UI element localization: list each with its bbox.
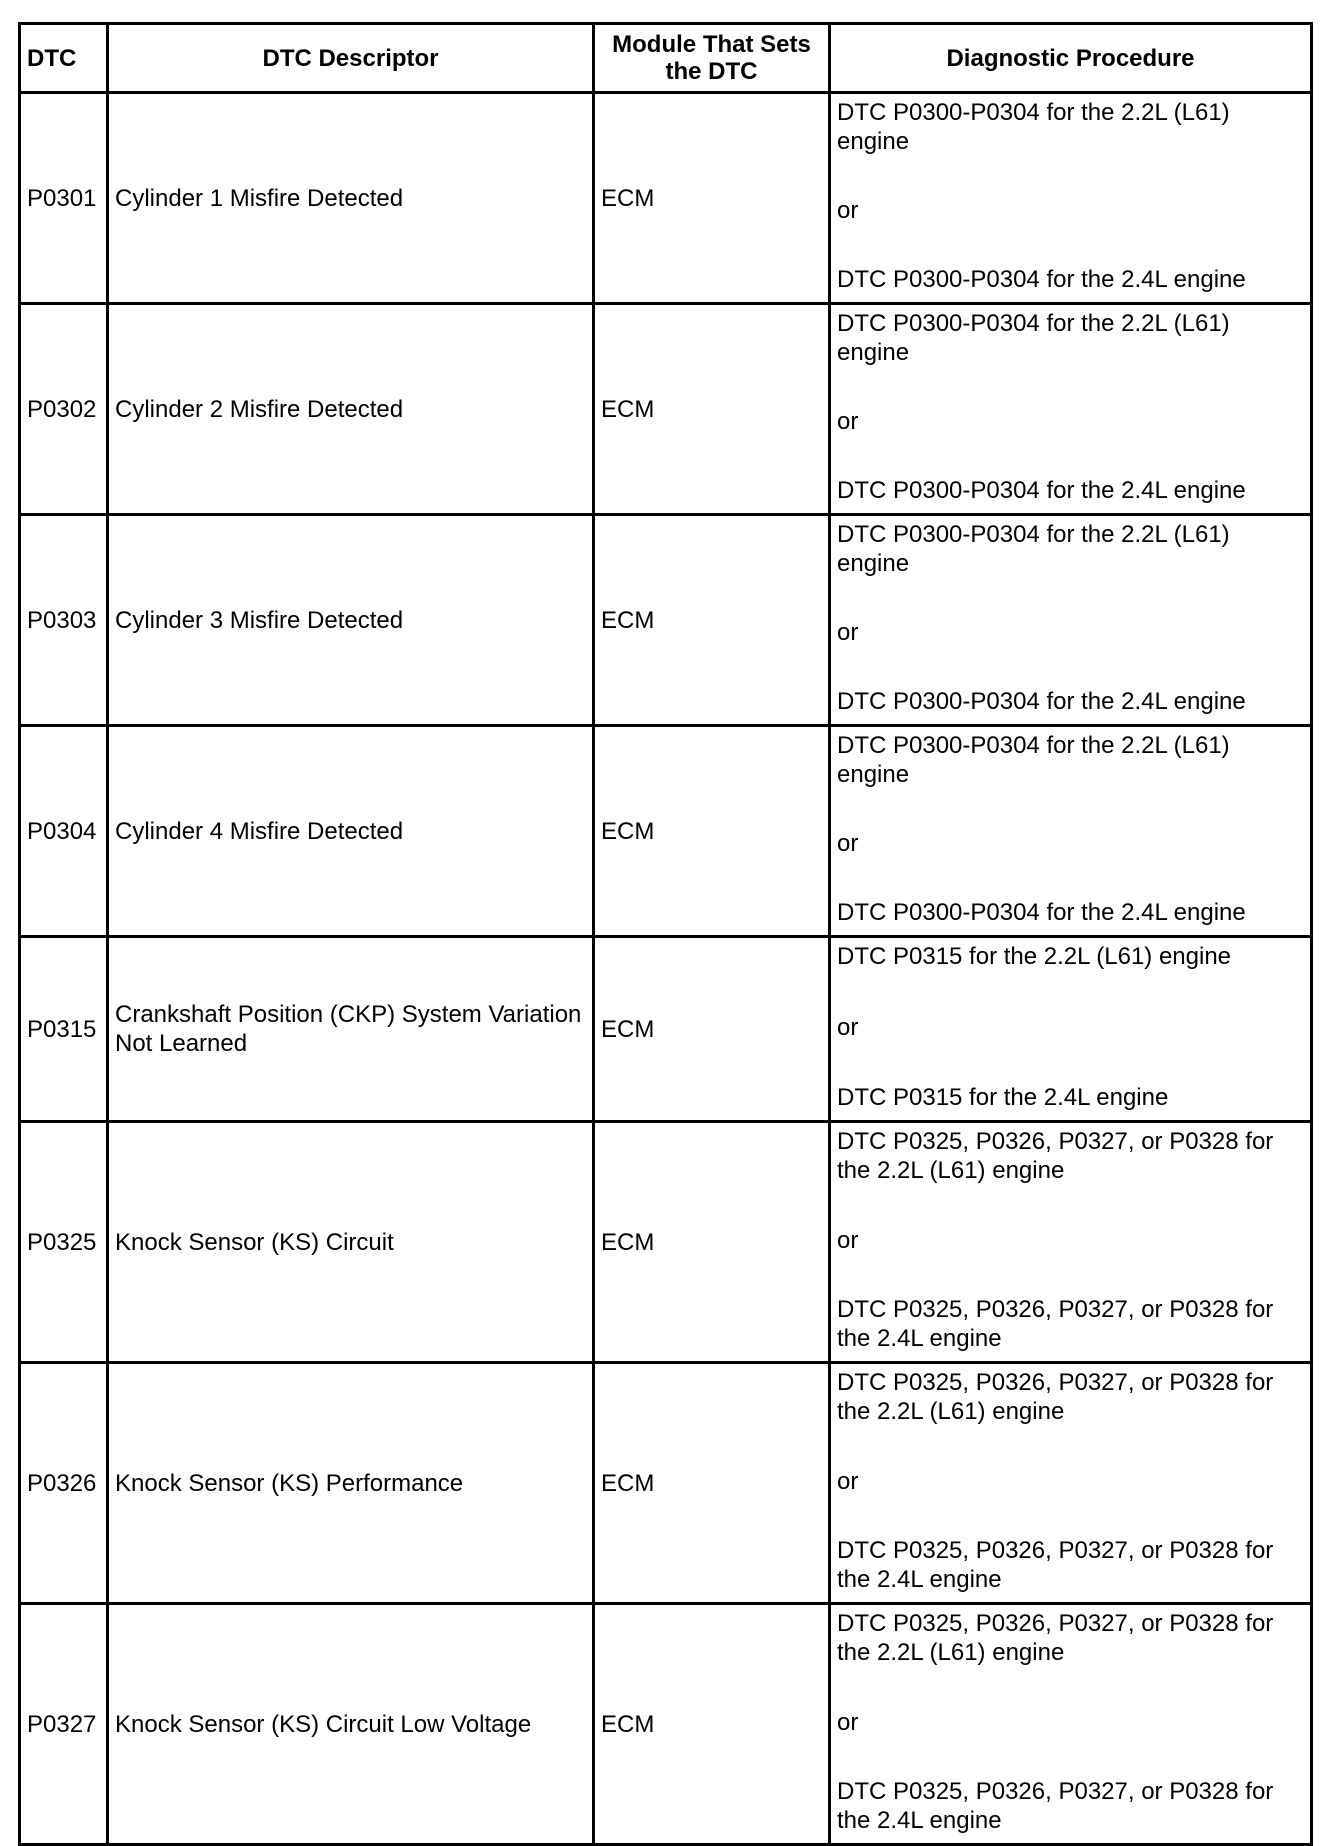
- module-name: ECM: [594, 937, 830, 1122]
- procedure-or: or: [837, 619, 859, 646]
- procedure-or: or: [837, 1467, 859, 1495]
- procedure-link-primary[interactable]: DTC P0300-P0304 for the 2.2L (L61) engine: [837, 732, 1230, 788]
- dtc-descriptor: Cylinder 2 Misfire Detected: [108, 304, 594, 515]
- diagnostic-procedure: [830, 1604, 1312, 1845]
- dtc-table: [18, 22, 1313, 1846]
- procedure-or: or: [837, 408, 859, 435]
- table-row: [20, 93, 1312, 304]
- diagnostic-procedure: [830, 1363, 1312, 1604]
- procedure-link-primary[interactable]: DTC P0325, P0326, P0327, or P0328 for the 2.2L (L61) engine: [837, 1369, 1274, 1425]
- table-row: [20, 1604, 1312, 1845]
- module-name: ECM: [594, 515, 830, 726]
- procedure-or: or: [837, 1226, 859, 1254]
- procedure-link-alternate[interactable]: DTC P0325, P0326, P0327, or P0328 for the 2.4L engine: [837, 1296, 1274, 1352]
- table-row: [20, 515, 1312, 726]
- procedure-link-primary[interactable]: DTC P0300-P0304 for the 2.2L (L61) engine: [837, 99, 1230, 155]
- procedure-or: or: [837, 197, 859, 224]
- dtc-code: P0301: [20, 93, 108, 304]
- table-row: [20, 1363, 1312, 1604]
- diagnostic-procedure: [830, 937, 1312, 1122]
- header-descriptor: DTC Descriptor: [108, 24, 594, 93]
- procedure-link-primary[interactable]: DTC P0315 for the 2.2L (L61) engine: [837, 943, 1232, 970]
- procedure-or: or: [837, 830, 859, 857]
- dtc-code: P0315: [20, 937, 108, 1122]
- dtc-descriptor: Crankshaft Position (CKP) System Variation Not Learned: [108, 937, 594, 1122]
- diagnostic-procedure: [830, 726, 1312, 937]
- header-row: [20, 24, 1312, 93]
- table-row: [20, 937, 1312, 1122]
- procedure-link-alternate[interactable]: DTC P0325, P0326, P0327, or P0328 for the 2.4L engine: [837, 1537, 1274, 1593]
- dtc-code: P0303: [20, 515, 108, 726]
- procedure-link-primary[interactable]: DTC P0300-P0304 for the 2.2L (L61) engine: [837, 521, 1230, 577]
- procedure-link-primary[interactable]: DTC P0325, P0326, P0327, or P0328 for the 2.2L (L61) engine: [837, 1610, 1274, 1666]
- module-name: ECM: [594, 726, 830, 937]
- procedure-link-alternate[interactable]: DTC P0315 for the 2.4L engine: [837, 1084, 1169, 1111]
- procedure-link-primary[interactable]: DTC P0325, P0326, P0327, or P0328 for the 2.2L (L61) engine: [837, 1128, 1274, 1184]
- module-name: ECM: [594, 93, 830, 304]
- module-name: ECM: [594, 1122, 830, 1363]
- diagnostic-procedure: [830, 515, 1312, 726]
- header-module: Module That Sets the DTC: [594, 24, 830, 93]
- dtc-code: P0326: [20, 1363, 108, 1604]
- dtc-descriptor: Cylinder 3 Misfire Detected: [108, 515, 594, 726]
- procedure-or: or: [837, 1708, 859, 1736]
- dtc-code: P0325: [20, 1122, 108, 1363]
- header-procedure: Diagnostic Procedure: [830, 24, 1312, 93]
- procedure-link-alternate[interactable]: DTC P0325, P0326, P0327, or P0328 for the 2.4L engine: [837, 1778, 1274, 1834]
- diagnostic-procedure: [830, 1122, 1312, 1363]
- dtc-code: P0302: [20, 304, 108, 515]
- diagnostic-procedure: [830, 304, 1312, 515]
- module-name: ECM: [594, 1363, 830, 1604]
- module-name: ECM: [594, 1604, 830, 1845]
- dtc-descriptor: Cylinder 4 Misfire Detected: [108, 726, 594, 937]
- table-row: [20, 726, 1312, 937]
- procedure-link-alternate[interactable]: DTC P0300-P0304 for the 2.4L engine: [837, 477, 1246, 504]
- dtc-descriptor: Knock Sensor (KS) Circuit Low Voltage: [108, 1604, 594, 1845]
- module-name: ECM: [594, 304, 830, 515]
- procedure-link-alternate[interactable]: DTC P0300-P0304 for the 2.4L engine: [837, 899, 1246, 926]
- procedure-link-alternate[interactable]: DTC P0300-P0304 for the 2.4L engine: [837, 266, 1246, 293]
- dtc-code: P0304: [20, 726, 108, 937]
- procedure-link-alternate[interactable]: DTC P0300-P0304 for the 2.4L engine: [837, 688, 1246, 715]
- dtc-descriptor: Knock Sensor (KS) Circuit: [108, 1122, 594, 1363]
- procedure-or: or: [837, 1013, 859, 1041]
- table-row: [20, 304, 1312, 515]
- table-row: [20, 1122, 1312, 1363]
- dtc-code: P0327: [20, 1604, 108, 1845]
- header-dtc: DTC: [20, 24, 108, 93]
- diagnostic-procedure: [830, 93, 1312, 304]
- dtc-descriptor: Cylinder 1 Misfire Detected: [108, 93, 594, 304]
- dtc-descriptor: Knock Sensor (KS) Performance: [108, 1363, 594, 1604]
- procedure-link-primary[interactable]: DTC P0300-P0304 for the 2.2L (L61) engine: [837, 310, 1230, 366]
